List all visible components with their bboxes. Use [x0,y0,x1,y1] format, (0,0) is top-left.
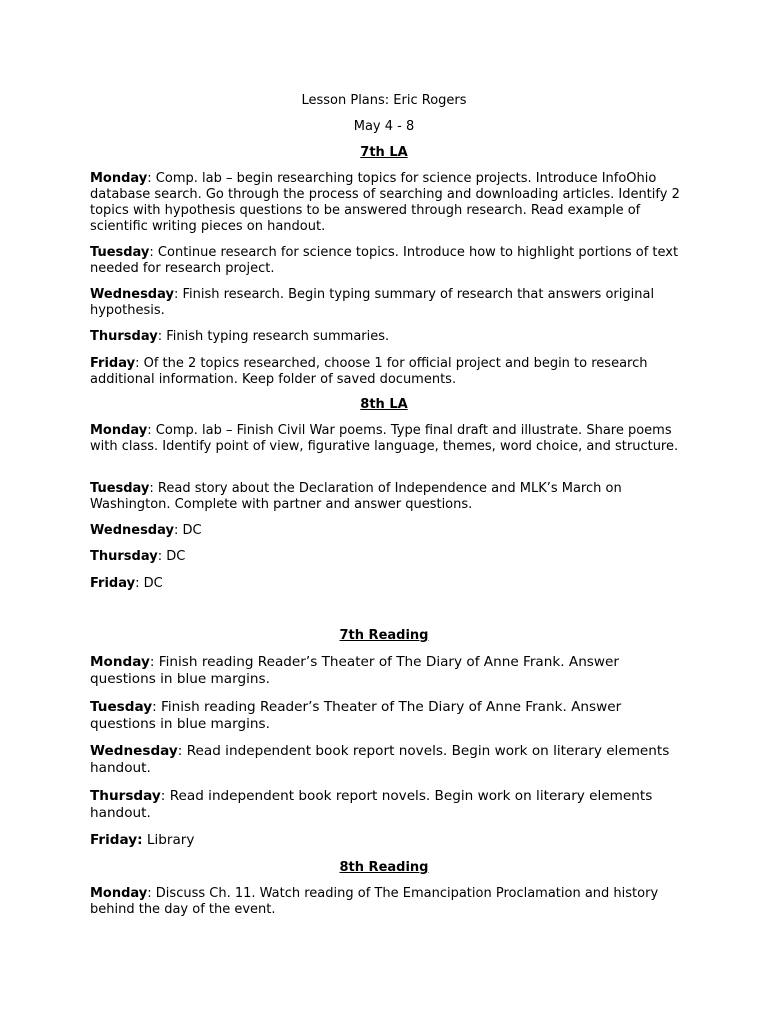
entry-separator: : [173,523,183,538]
section-heading-8th-la: 8th LA [360,397,408,412]
section-heading-7th-reading: 7th Reading [339,628,429,643]
entry-text: Finish typing research summaries. [166,329,390,344]
entry-separator: : [177,743,187,759]
entry-8th-la-wednesday [90,523,680,539]
entry-text: Continue research for science topics. Introduce how to highlight portions of text needed for research project. [90,245,679,276]
entry-separator: : [135,356,144,371]
entry-7th-la-thursday [90,329,680,345]
entry-7th-reading-friday [90,832,680,849]
entry-separator: : [160,788,170,804]
entry-7th-reading-wednesday [90,743,680,777]
day-label: Monday [90,654,150,670]
day-label: Friday [90,576,136,591]
entry-8th-reading-monday [90,886,680,918]
day-label: Tuesday [90,245,150,260]
entry-text: DC [182,523,202,538]
entry-separator: : [135,576,144,591]
entry-text: Of the 2 topics researched, choose 1 for official project and begin to research additional information. Keep folder of saved documents. [90,356,648,387]
entry-8th-la-tuesday [90,481,680,513]
entry-7th-reading-tuesday [90,699,680,733]
entry-text: Read story about the Declaration of Independence and MLK’s March on Washington. Complete with partner and answer questions. [90,481,622,512]
entry-8th-la-monday [90,423,680,455]
document-title: Lesson Plans: Eric Rogers [301,93,467,108]
entry-text: Read independent book report novels. Begin work on literary elements handout. [90,743,670,776]
document-date: May 4 - 8 [353,119,415,134]
entry-text: Discuss Ch. 11. Watch reading of The Emancipation Proclamation and history behind the day of the event. [90,886,659,917]
entry-text: Comp. lab – Finish Civil War poems. Type final draft and illustrate. Share poems with class. Identify point of view, figurative language, themes, word choice, and structure. [90,423,679,454]
entry-text: Finish research. Begin typing summary of research that answers original hypothesis. [90,287,655,318]
entry-separator: : [152,699,162,715]
entry-text: Read independent book report novels. Begin work on literary elements handout. [90,788,653,821]
entry-7th-la-wednesday [90,287,680,319]
entry-separator: : [173,287,183,302]
entry-separator: : [149,481,158,496]
entry-separator: : [149,654,159,670]
day-label: Tuesday [90,481,150,496]
entry-separator: : [147,423,156,438]
section-heading-8th-reading: 8th Reading [339,860,429,875]
day-label: Friday [90,356,136,371]
entry-separator: : [157,549,167,564]
day-label: Wednesday [90,287,174,302]
entry-text: Finish reading Reader’s Theater of The Diary of Anne Frank. Answer questions in blue margins. [90,654,619,687]
day-label: Friday: [90,832,143,848]
entry-separator: : [157,329,167,344]
entry-text: DC [143,576,163,591]
day-label: Monday [90,886,148,901]
entry-text: Comp. lab – begin researching topics for science projects. Introduce InfoOhio database search. Go through the process of searching and downloading articles. Identify 2 topics with hypothesis questions to be answered through research. Read example of scientific writing pieces on handout. [90,171,680,234]
entry-separator: : [147,171,156,186]
section-heading-7th-la: 7th LA [360,145,408,160]
entry-separator: : [149,245,158,260]
day-label: Monday [90,423,148,438]
day-label: Wednesday [90,523,174,538]
day-label: Monday [90,171,148,186]
entry-text: Library [146,832,195,848]
entry-7th-reading-thursday [90,788,680,822]
entry-separator: : [147,886,156,901]
entry-7th-la-friday [90,356,680,388]
entry-7th-la-tuesday [90,245,680,277]
entry-8th-la-thursday [90,549,680,565]
entry-8th-la-friday [90,576,680,592]
entry-7th-la-monday [90,171,680,235]
day-label: Wednesday [90,743,178,759]
day-label: Thursday [90,788,161,804]
entry-7th-reading-monday [90,654,680,688]
day-label: Thursday [90,329,158,344]
entry-text: DC [166,549,186,564]
day-label: Tuesday [90,699,153,715]
entry-text: Finish reading Reader’s Theater of The Diary of Anne Frank. Answer questions in blue margins. [90,699,622,732]
day-label: Thursday [90,549,158,564]
